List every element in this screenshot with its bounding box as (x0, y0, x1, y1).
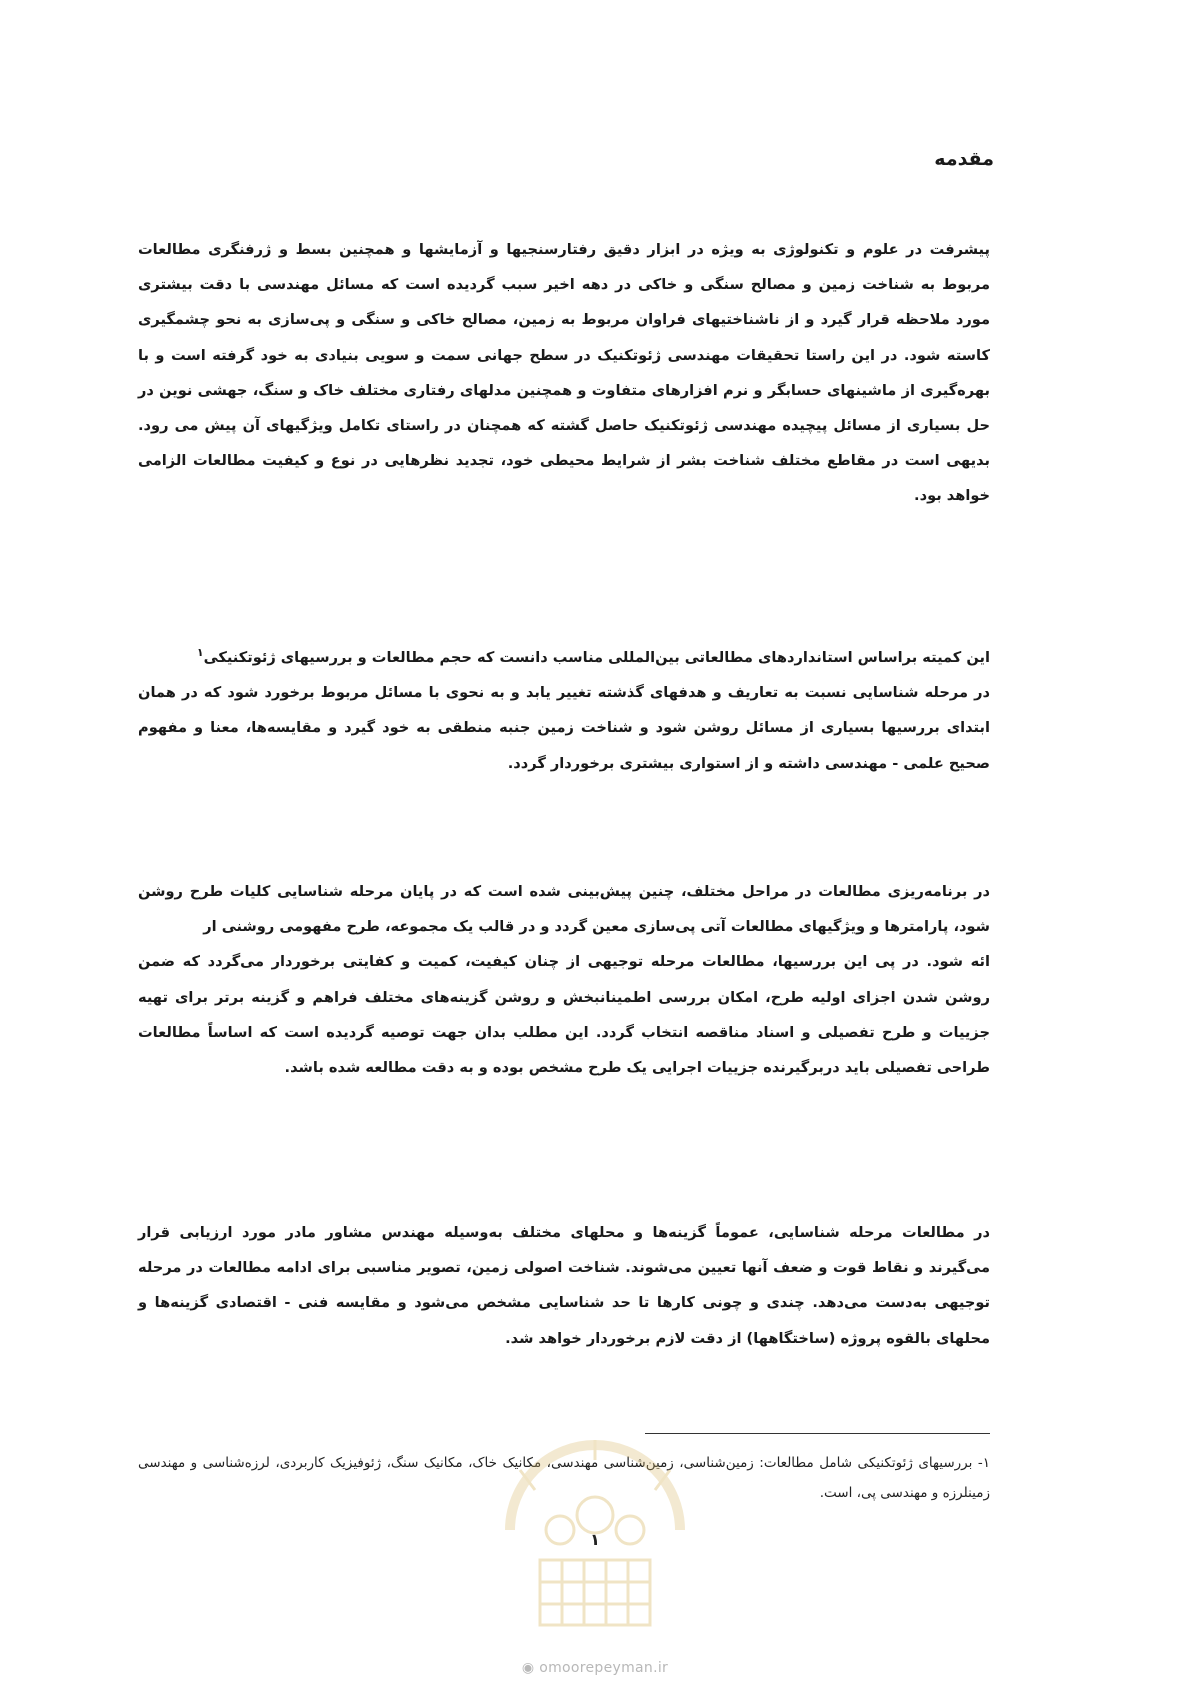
section-title: مقدمه (934, 148, 994, 170)
paragraph-2 (138, 640, 990, 781)
site-globe-icon: ◉ (521, 1660, 535, 1676)
paragraph-3-text-a: در برنامه‌ریزی مطالعات در مراحل مختلف، چنین پیش‌بینی شده است که در پایان مرحله شناسایی کلیات طرح روشن شود، پارامترها و ویژگیهای مطالعات آتی پی‌سازی معین گردد و در قالب یک مجموعه، طرح مفهومی روشنی ار (138, 883, 990, 936)
paragraph-2-text: در مرحله شناسایی نسبت به تعاریف و هدفهای گذشته تغییر یابد و به نحوی با مسائل مربوط برخورد شود که در همان ابتدای بررسیها بسیاری از مسائل روشن شود و شناخت زمین جنبه منطقی به خود گیرد و مقایسه‌ها، معنا و مفهوم صحیح علمی - مهندسی داشته و از استواری بیشتری برخوردار گردد. (138, 684, 990, 772)
watermark-site-text: omoorepeyman.ir (539, 1660, 669, 1676)
paragraph-2-line-1 (138, 640, 990, 675)
watermark-site (0, 1660, 1190, 1676)
paragraph-4 (138, 1215, 990, 1356)
paragraph-1-text: پیشرفت در علوم و تکنولوژی به ویژه در ابزار دقیق رفتارسنجیها و آزمایشها و همچنین بسط و ژرفنگری مطالعات مربوط به شناخت زمین و مصالح سنگی و خاکی در دهه اخیر سبب گردیده است که مسائل مهندسی با دقت بیشتری مورد ملاحظه قرار گیرد و از ناشناختیهای فراوان مربوط به زمین، مصالح خاکی و سنگی و پی‌سازی به نحو چشمگیری کاسته شود. در این راستا تحقیقات مهندسی ژئوتکنیک در سطح جهانی سمت و سویی بنیادی به خود گرفته است و با بهره‌گیری از ماشینهای حسابگر و نرم افزارهای متفاوت و همچنین مدلهای رفتاری مختلف خاک و سنگ، جهشی نوین در حل بسیاری از مسائل پیچیده مهندسی ژئوتکنیک حاصل گشته که همچنان در راستای تکامل ویژگیهای آن پیش می رود. بدیهی است در مقاطع مختلف شناخت بشر از شرایط محیطی خود، تجدید نظرهایی در نوع و کیفیت مطالعات الزامی خواهد بود. (138, 241, 990, 505)
footnote-reference[interactable]: ۱ (196, 646, 204, 660)
paragraph-3 (138, 874, 990, 1085)
footnote-text: ۱- بررسیهای ژئوتکنیکی شامل مطالعات: زمین‌شناسی، زمین‌شناسی مهندسی، مکانیک خاک، مکانیک سنگ، ژئوفیزیک کاربردی، لرزه‌شناسی و مهندسی زمینلرزه و مهندسی پی، است. (138, 1455, 990, 1501)
paragraph-1 (138, 232, 990, 514)
gold-seal-logo-icon (480, 1410, 710, 1640)
page-number: ۱ (590, 1530, 600, 1549)
paragraph-3-text-b: ائه شود. در پی این بررسیها، مطالعات مرحله توجیهی از چنان کیفیت، کمیت و کفایتی برخوردار می‌گردد که ضمن روشن شدن اجزای اولیه طرح، امکان بررسی اطمینانبخش و روشن گزینه‌های مختلف فراهم و گزینه برتر برای تهیه جزییات و طرح تفصیلی و اسناد مناقصه انتخاب گردد. این مطلب بدان جهت توصیه گردیده است که اساساً مطالعات طراحی تفصیلی باید دربرگیرنده جزییات اجرایی یک طرح مشخص بوده و به دقت مطالعه شده باشد. (138, 953, 990, 1077)
paragraph-2-lead: این کمیته براساس استانداردهای مطالعاتی بین‌المللی مناسب دانست که حجم مطالعات و بررسیهای ژئوتکنیکی (203, 649, 990, 666)
paragraph-4-text: در مطالعات مرحله شناسایی، عموماً گزینه‌ها و محلهای مختلف به‌وسیله مهندس مشاور مادر مورد ارزیابی قرار می‌گیرند و نقاط قوت و ضعف آنها تعیین می‌شوند. شناخت اصولی زمین، تصویر مناسبی برای ادامه مطالعات در مرحله توجیهی به‌دست می‌دهد. چندی و چونی کارها تا حد شناسایی مشخص می‌شود و مقایسه فنی - اقتصادی گزینه‌ها و محلهای بالقوه پروژه (ساختگاهها) از دقت لازم برخوردار خواهد شد. (138, 1224, 990, 1347)
